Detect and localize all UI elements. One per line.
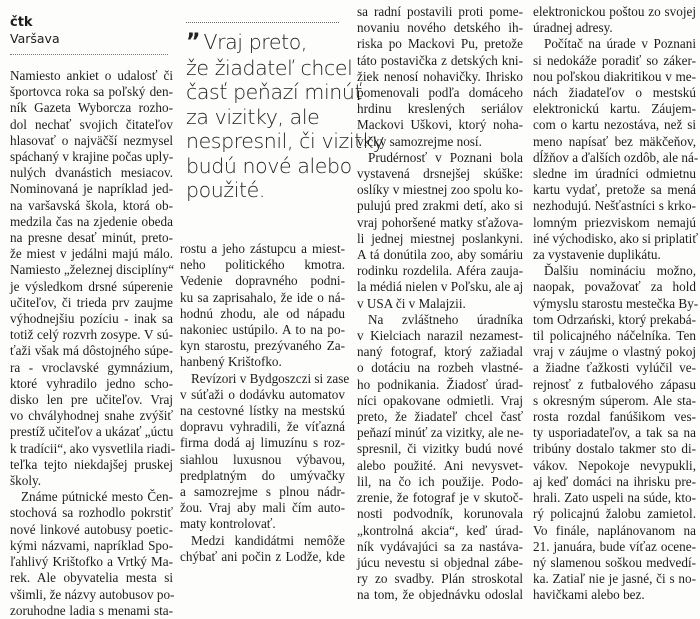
pullquote-line-text: za vizitky, ale: [186, 104, 320, 129]
text-line: a samozrejme s plnou nádr-: [180, 484, 345, 500]
text-line: elektronickú kartu. Záujem-: [533, 101, 696, 117]
text-line: nách žiadateľov o mestskú: [533, 85, 696, 101]
pullquote-line: [186, 30, 351, 56]
pullquote-divider: [186, 22, 339, 23]
text-line: vystavená drsnejšej skúške:: [357, 166, 523, 182]
text-line: zrenie, že fotograf je v skutoč-: [357, 490, 523, 506]
text-line: vraj pohoršené matky sťažova-: [357, 214, 523, 230]
text-line: nulých dvanástich mesiacov.: [10, 165, 173, 181]
text-line: na presne desať minút, preto-: [10, 230, 173, 246]
text-line: Známe pútnické mesto Čen-: [21, 489, 173, 505]
pullquote-line: [186, 154, 351, 179]
text-line: totiž celý rozvrh zosype. V sú-: [10, 327, 173, 343]
text-line: Vo finále, naplánovanom na: [533, 522, 696, 538]
text-line: ty usporiadateľov, a tak sa na: [533, 425, 696, 441]
text-line: peňazí minúť za vizitky, ale ne-: [357, 425, 524, 441]
text-line: hrali. Zato uspeli na súde, kto-: [533, 490, 696, 506]
text-line: preto, že žiadateľ chcel časť: [357, 409, 523, 425]
text-line: Medzi kandidátmi nemôže: [191, 532, 345, 548]
pullquote-line: [186, 129, 385, 154]
text-line: nou poľskou diakritikou v me-: [533, 68, 696, 84]
pullquote-text: [186, 30, 385, 203]
text-line: novaniu nového detského ih-: [357, 20, 523, 36]
text-line: naopak, považovať za hold: [533, 279, 696, 295]
text-line: riska po Mackovi Pu, pretože: [357, 36, 523, 52]
text-line: sa radní postavili proti pome-: [357, 4, 523, 19]
text-line: havičkami alebo bez.: [533, 587, 645, 603]
text-line: elektronickou poštou zo svojej: [533, 4, 696, 19]
text-line: stochová sa rozhodlo pokrstiť: [10, 505, 173, 521]
text-line: neho politického kmotra.: [180, 257, 345, 273]
text-line: si nedokáže poradiť so záker-: [533, 52, 696, 68]
text-line: teľka tejto niekdajšej pruskej: [10, 456, 173, 472]
text-line: aj keď domáci na ihrisku pre-: [533, 473, 696, 489]
text-line: je výsledkom drsné súperenie: [10, 278, 173, 294]
text-line: Počítač na úrade v Poznani: [544, 36, 696, 52]
text-line: Na zvláštneho úradníka: [368, 311, 523, 327]
text-line: v USA či v Malajzii.: [357, 295, 466, 311]
text-line: Prudérnosť v Poznani bola: [368, 149, 523, 165]
text-line: spresnil, či vizitky budú nové: [357, 441, 523, 457]
text-line: A tá donútila zoo, aby somáriu: [357, 247, 523, 263]
text-line: chýbať ani počin z Lodže, kde: [180, 548, 345, 564]
text-line: za vystavenie duplikátu.: [533, 247, 661, 263]
text-line: lomným priezviskom nemajú: [533, 214, 696, 230]
text-line: til policajného náčelníka. Ten: [533, 328, 696, 344]
text-line: hanbený Krištofko.: [180, 354, 282, 370]
text-line: siahlou luxusnou výbavou,: [180, 451, 345, 467]
text-line: vraj v záujme o vlastný pokoj: [533, 344, 696, 360]
text-line: Vedenie dopravného podni-: [180, 273, 345, 289]
text-line: a žiadne ťažkosti vylúčil ve-: [533, 360, 696, 376]
text-line: žiek nenosí nohavičky. Ihrisko: [357, 68, 523, 84]
text-line: Namiesto ankiet o udalosť či: [10, 68, 173, 83]
text-line: pulujú pred zrakmi detí, ako si: [357, 198, 523, 214]
pullquote-line: [186, 56, 351, 81]
text-line: hodnú zhodu, ale od nápadu: [180, 305, 345, 321]
text-line: učiteľov, či trieda prv zaujme: [10, 294, 173, 310]
pullquote-line-text: nespresnil, či vizitky: [186, 129, 385, 153]
text-line: vičky samozrejme nosí.: [357, 133, 482, 149]
text-line: ho podnikania. Žiadosť úrad-: [357, 376, 523, 392]
text-line: rostu a jeho zástupcu a miest-: [180, 241, 345, 256]
text-line: rý policajnú žalobu zamietol.: [533, 506, 696, 522]
text-line: rek. Ale obyvatelia mesta si: [10, 570, 173, 586]
pullquote-line-text: časť peňazí minúť: [186, 80, 363, 104]
text-line: pomenovali podľa domáceho: [357, 85, 523, 101]
text-line: iné východisko, ako si priplatiť: [533, 230, 698, 246]
text-line: nosti podvodník, korunovala: [357, 506, 523, 522]
text-line: kyn starostu, prezývaného Za-: [180, 338, 345, 354]
text-line: školy.: [10, 473, 42, 489]
text-line: rosta rozdal fanúšikom ves-: [533, 409, 696, 425]
text-line: rejnosť z futbalového zápasu: [533, 376, 696, 392]
pullquote: [186, 30, 385, 203]
text-line: ný slamenou soškou medvedí-: [533, 554, 696, 570]
text-line: nakoniec ustúpilo. A to na po-: [180, 322, 345, 338]
text-line: Mackovi Uškovi, ktorý noha-: [357, 117, 523, 133]
text-line: „kontrolná akcia“, keď úrad-: [357, 522, 523, 538]
byline-agency: čtk: [10, 15, 33, 30]
text-line: vákov. Nepokoje nevypukli,: [533, 457, 696, 473]
text-line: tribúny dostalo takmer sto di-: [533, 441, 696, 457]
article-column-4: [533, 4, 699, 604]
text-line: nové linkové autobusy poetic-: [10, 521, 173, 537]
byline-city: Varšava: [10, 31, 60, 46]
text-line: ťaži však má dôstojného súpe-: [10, 343, 173, 359]
text-line: ka. Zatiaľ nie je jasné, či s no-: [533, 571, 696, 587]
pullquote-line-text: použité.: [186, 178, 265, 202]
text-line: maty kontrolovať.: [180, 516, 276, 532]
text-line: ník Gazeta Wyborcza rozho-: [10, 100, 173, 116]
text-line: Nominovaná je napríklad jed-: [10, 181, 173, 197]
text-line: ku sa zaprisahalo, že ide o ná-: [180, 289, 345, 305]
text-line: zoruhodne ladia s menami sta-: [10, 602, 173, 618]
text-line: tom Odrzański, ktorý prekabá-: [533, 311, 696, 327]
text-line: kými názvami, napríklad Spo-: [10, 537, 173, 553]
pullquote-line-text: že žiadateľ chcel: [186, 55, 353, 80]
text-line: disko len pre učiteľov. Vraj: [10, 392, 173, 408]
text-line: meno napísať bez mäkčeňov,: [533, 133, 696, 149]
text-line: ník vydávajúci sa za nastáva-: [357, 538, 523, 554]
quote-mark-icon: ”: [186, 30, 198, 55]
text-line: žou. Vraj aby mali čím auto-: [180, 500, 345, 516]
text-line: júcu nevestu si objednal zábe-: [357, 554, 523, 570]
text-line: li jednej miestnej poslankyni.: [357, 230, 523, 246]
text-line: na tom, že objednávku odoslal: [357, 587, 523, 603]
text-line: o dotáciu na rozbeh vlastné-: [357, 360, 523, 376]
text-line: že miest v jedálni majú málo.: [10, 246, 173, 262]
text-line: sledne im úradníci odmietnu: [533, 166, 696, 182]
text-line: firma dodá aj limuzínu s roz-: [180, 435, 345, 451]
text-line: alebo použité. Ani nevysvet-: [357, 457, 523, 473]
text-line: lil, na čo ich použije. Podo-: [357, 473, 523, 489]
text-line: v Kielciach narazil nezamest-: [357, 328, 523, 344]
article-column-1: [10, 0, 176, 619]
text-line: ry zo svadby. Plán stroskotal: [357, 571, 523, 587]
text-line: dopravu vyhradili, že víťazná: [180, 419, 345, 435]
text-line: ra - vroclavské gymnázium,: [10, 359, 173, 375]
pullquote-line-text: budú nové alebo: [186, 153, 352, 178]
text-line: nezhodujú. Nešťastníci s krko-: [533, 198, 696, 214]
text-line: níci opakovane odmietli. Vraj: [357, 392, 523, 408]
text-line: 21. januára, bude víťaz ocene-: [533, 538, 696, 554]
text-line: k tradícii“, ako vysvetlila riadi-: [10, 440, 176, 456]
text-line: športovca roka sa poľský den-: [10, 84, 173, 100]
byline-divider: [10, 54, 168, 55]
text-line: medzila čas na zjedenie obeda: [10, 213, 173, 229]
text-line: prestíž učiteľov a ukázať „úctu: [10, 424, 174, 440]
text-line: všimli, že názvy autobusov po-: [10, 586, 175, 602]
text-line: vo chvályhodnej snahe zvýšiť: [10, 408, 173, 424]
text-line: spáchaný v krajine počas uply-: [10, 149, 174, 165]
text-line: dol nechať svojich čitateľov: [10, 116, 173, 132]
text-line: dĺžňov a ďalších ozdôb, ale ná-: [533, 149, 699, 165]
text-line: Ďalšiu nomináciu možno,: [544, 263, 696, 279]
text-line: ktoré vyhradilo jedno scho-: [10, 375, 173, 391]
pullquote-line: [186, 105, 351, 130]
text-line: ľahlivý Krištofko a Vrtký Ma-: [10, 554, 173, 570]
pullquote-line: [186, 80, 363, 105]
text-line: v súťaži o dodávku automatov: [180, 386, 345, 402]
text-line: predplatným do umývačky: [180, 467, 345, 483]
text-line: Revízori v Bydgoszczi si zase: [191, 370, 350, 386]
text-line: úradnej adresy.: [533, 20, 613, 36]
text-line: oslíky v miestnej zoo spolu ko-: [357, 182, 523, 198]
text-line: na varšavská škola, ktorá ob-: [10, 197, 173, 213]
text-line: com o kartu nezostáva, než si: [533, 117, 696, 133]
text-line: kartu vydať, pretože sa mená: [533, 182, 696, 198]
pullquote-line: [186, 178, 351, 203]
text-line: hlasovať o najväčší nezmysel: [10, 132, 173, 148]
article-text-col1: [10, 68, 176, 619]
text-line: naný fotograf, ktorý zažiadal: [357, 344, 523, 360]
article-column-3: [357, 4, 523, 604]
text-line: rodinku rozdelila. Aféra zauja-: [357, 263, 523, 279]
text-line: výhodnejšiu pozíciu - inak sa: [10, 311, 173, 327]
text-line: Namiesto „železnej disciplíny“: [10, 262, 175, 278]
text-line: la médiá nielen v Poľsku, ale aj: [357, 279, 524, 295]
text-line: s okresným súperom. Ale sta-: [533, 392, 696, 408]
text-line: táto postavička z detských kni-: [357, 52, 523, 68]
text-line: na cestovné lístky na mestskú: [180, 403, 345, 419]
pullquote-line-text: Vraj preto,: [203, 30, 307, 54]
text-line: hrdinu kreslených seriálov: [357, 101, 523, 117]
article-column-2: [180, 241, 350, 565]
text-line: výmyslu starostu mestečka By-: [533, 295, 699, 311]
